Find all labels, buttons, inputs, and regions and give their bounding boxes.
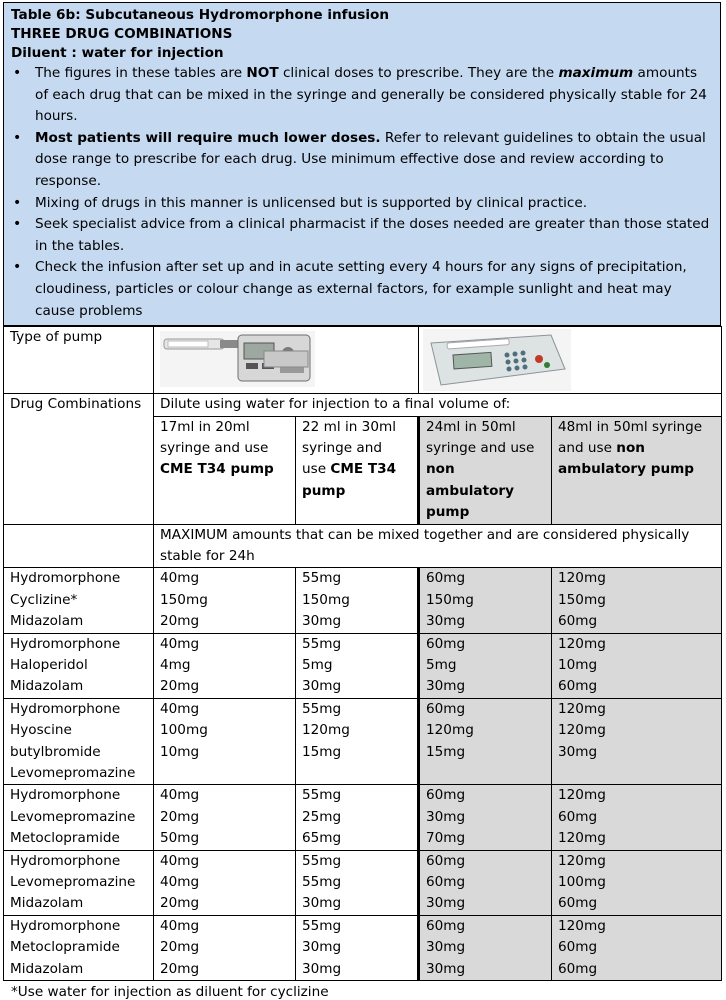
diluent-line: Diluent : water for injection bbox=[11, 45, 224, 61]
dose-cell: 120mg 60mg 60mg bbox=[552, 915, 722, 980]
drug-list: Hydromorphone Hyoscine butylbromide Levomepromazine bbox=[4, 698, 154, 785]
table-subtitle: THREE DRUG COMBINATIONS bbox=[11, 26, 233, 42]
column-header-17ml: 17ml in 20ml syringe and use CME T34 pump bbox=[154, 416, 296, 524]
dose-cell: 60mg 120mg 15mg bbox=[419, 698, 552, 785]
table-row bbox=[4, 568, 722, 633]
dose-cell: 55mg 25mg 65mg bbox=[296, 785, 419, 850]
compatibility-table bbox=[3, 326, 722, 981]
dose-cell: 40mg 40mg 20mg bbox=[154, 850, 296, 915]
dose-cell: 55mg 150mg 30mg bbox=[296, 568, 419, 633]
table-title: Table 6b: Subcutaneous Hydromorphone infusion bbox=[11, 7, 390, 23]
dose-cell: 60mg 150mg 30mg bbox=[419, 568, 552, 633]
column-header-48ml: 48ml in 50ml syringe and use non ambulatory pump bbox=[552, 416, 722, 524]
guidance-item: • Mixing of drugs in this manner is unlicensed but is supported by clinical practice. bbox=[11, 193, 714, 215]
dose-cell: 40mg 150mg 20mg bbox=[154, 568, 296, 633]
drug-list: Hydromorphone Levomepromazine Midazolam bbox=[4, 850, 154, 915]
drug-list: Hydromorphone Levomepromazine Metoclopramide bbox=[4, 785, 154, 850]
dose-cell: 60mg 5mg 30mg bbox=[419, 633, 552, 698]
document bbox=[3, 2, 721, 1000]
ambulatory-pump-cell bbox=[154, 327, 419, 394]
dose-cell: 55mg 5mg 30mg bbox=[296, 633, 419, 698]
drug-combinations-label: Drug Combinations bbox=[4, 394, 154, 524]
pump-row bbox=[4, 327, 722, 394]
dose-cell: 120mg 10mg 60mg bbox=[552, 633, 722, 698]
dose-cell: 55mg 120mg 15mg bbox=[296, 698, 419, 785]
guidance-item: • Check the infusion after set up and in acute setting every 4 hours for any signs of precipitation, cloudiness, particles or colour change as external factors, for example sunlight and heat may cause problems bbox=[11, 257, 714, 322]
dose-cell: 120mg 120mg 30mg bbox=[552, 698, 722, 785]
maximum-note-row bbox=[4, 524, 722, 568]
dose-cell: 60mg 60mg 30mg bbox=[419, 850, 552, 915]
dose-cell: 60mg 30mg 30mg bbox=[419, 915, 552, 980]
drug-list: Hydromorphone Metoclopramide Midazolam bbox=[4, 915, 154, 980]
cme-t34-pump-image bbox=[160, 331, 315, 387]
dose-cell: 120mg 60mg 120mg bbox=[552, 785, 722, 850]
guidance-item: • The figures in these tables are NOT clinical doses to prescribe. They are the maximum amounts of each drug that can be mixed in the syringe and generally be considered physically stable for 24 hours. bbox=[11, 63, 714, 128]
dose-cell: 120mg 100mg 60mg bbox=[552, 850, 722, 915]
table-row bbox=[4, 633, 722, 698]
syringe-driver-image bbox=[423, 329, 571, 391]
pump-type-label: Type of pump bbox=[4, 327, 154, 394]
guidance-item: • Most patients will require much lower doses. Refer to relevant guidelines to obtain the usual dose range to prescribe for each drug. Use minimum effective dose and review according to response. bbox=[11, 128, 714, 193]
dilute-instruction: Dilute using water for injection to a final volume of: bbox=[154, 394, 722, 416]
dose-cell: 55mg 30mg 30mg bbox=[296, 915, 419, 980]
dose-cell: 40mg 20mg 50mg bbox=[154, 785, 296, 850]
table-row bbox=[4, 915, 722, 980]
drug-list: Hydromorphone Haloperidol Midazolam bbox=[4, 633, 154, 698]
dose-cell: 120mg 150mg 60mg bbox=[552, 568, 722, 633]
table-row bbox=[4, 850, 722, 915]
info-box bbox=[3, 2, 721, 326]
footnote: *Use water for injection as diluent for cyclizine bbox=[11, 984, 329, 1000]
maximum-note: MAXIMUM amounts that can be mixed together and are considered physically stable for 24h bbox=[154, 524, 722, 568]
column-header-22ml: 22 ml in 30ml syringe and use CME T34 pump bbox=[296, 416, 419, 524]
dose-cell: 40mg 4mg 20mg bbox=[154, 633, 296, 698]
dose-cell: 40mg 100mg 10mg bbox=[154, 698, 296, 785]
table-row bbox=[4, 698, 722, 785]
dilution-header-row bbox=[4, 394, 722, 416]
drug-list: Hydromorphone Cyclizine* Midazolam bbox=[4, 568, 154, 633]
guidance-item: • Seek specialist advice from a clinical pharmacist if the doses needed are greater than those stated in the tables. bbox=[11, 214, 714, 257]
dose-cell: 60mg 30mg 70mg bbox=[419, 785, 552, 850]
non-ambulatory-pump-cell bbox=[419, 327, 722, 394]
guidance-list bbox=[11, 63, 714, 322]
dose-cell: 55mg 55mg 30mg bbox=[296, 850, 419, 915]
column-header-24ml: 24ml in 50ml syringe and use non ambulatory pump bbox=[419, 416, 552, 524]
dose-cell: 40mg 20mg 20mg bbox=[154, 915, 296, 980]
table-row bbox=[4, 785, 722, 850]
